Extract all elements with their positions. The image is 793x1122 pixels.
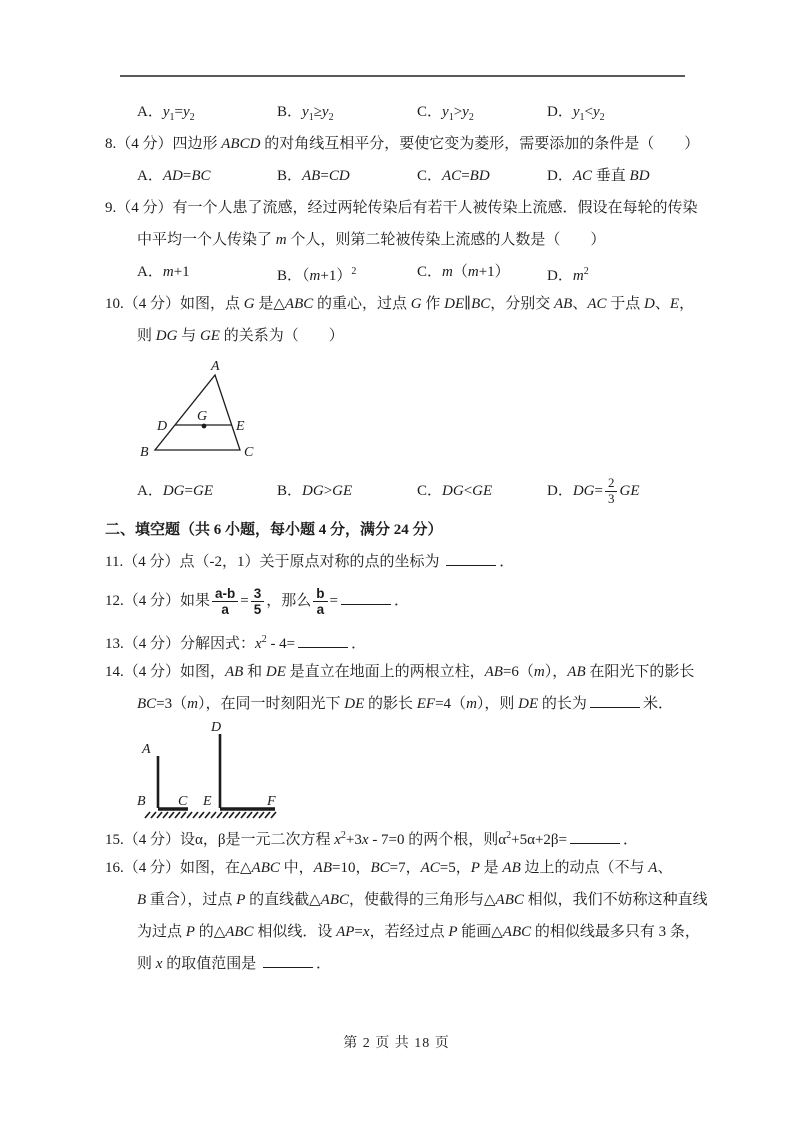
question-8-option-d: D．AC 垂直 BD (547, 168, 650, 184)
question-9-option-b: B．$(m+1)^2$ (277, 266, 357, 284)
exam-content (105, 96, 708, 980)
question-7-option-c: C．$y_1>y_2$ (417, 104, 474, 123)
vertex-label-a: A (211, 359, 220, 374)
question-9-options (105, 256, 690, 288)
ground-hatching (145, 812, 276, 818)
question-8-option-b: B．AB=CD (277, 168, 350, 184)
question-10-figure (135, 356, 690, 468)
question-12-text: 12.（4 分）如果 $\frac{a-b}{a}$ = $\frac{3}{5}$ ，那么 $\frac{b}{a}$ = ． (105, 585, 409, 618)
question-11-text: 11.（4 分）点（-2，1）关于原点对称的点的坐标为 ． (105, 546, 690, 578)
question-9-option-a: A．m+1 (137, 264, 190, 280)
section-heading: 二、填空题（共 6 小题，每小题 4 分，满分 24 分） (105, 522, 443, 538)
vertex-label-e: E (236, 419, 245, 434)
question-9-option-c: C．m（m+1） (417, 264, 510, 280)
vertex-label-d: D (157, 419, 168, 434)
question-16-text-line-2: B 重合），过点 P 的直线截△ABC，使截得的三角形与△ABC 相似，我们不妨称这种直线 (137, 892, 708, 908)
question-14-text-line-2: BC=3（m），在同一时刻阳光下 DE 的影长 EF=4（m），则 DE 的长为 米． (137, 688, 690, 720)
question-10-option-a: A．DG=GE (137, 483, 213, 499)
question-16-text-line-3: 为过点 P 的△ABC 相似线．设 AP=x，若经过点 P 能画△ABC 的相似线最多只有 3 条， (137, 924, 700, 940)
question-8-option-c: C．AC=BD (417, 168, 490, 184)
question-9-option-d: D．$m^2$ (547, 266, 589, 284)
question-7-option-d: D．$y_1<y_2$ (547, 104, 605, 123)
question-14-text-line-1: 14.（4 分）如图，AB 和 DE 是直立在地面上的两根立柱，AB=6（m），AB 在阳光下的影长 (105, 664, 695, 680)
question-14-figure (133, 720, 690, 820)
question-9-text-line-2: 中平均一个人传染了 m 个人，则第二轮被传染上流感的人数是（ ） (137, 232, 606, 248)
header-divider (120, 75, 685, 77)
pole-label-a: A (142, 742, 151, 757)
vertex-label-c: C (244, 445, 254, 460)
question-10-option-d: D．DG= $\frac{2}{3}$ GE (547, 475, 640, 507)
question-16-text-line-1: 16.（4 分）如图，在△ABC 中，AB=10，BC=7，AC=5，P 是 AB 边上的动点（不与 A、 (105, 860, 673, 876)
question-7-option-b: B．$y_1\ge y_2$ (277, 104, 334, 123)
question-7-options (105, 96, 690, 128)
page-number-footer: 第 2 页 共 18 页 (343, 1036, 450, 1051)
question-10-options (105, 468, 690, 514)
pole-label-d: D (211, 720, 222, 735)
question-15-text: 15.（4 分）设α，β是一元二次方程 $x^2+3x - 7=0$ 的两个根，则$\alpha^2+5\alpha+2\beta=$ ． (105, 830, 639, 848)
question-9-text-line-1: 9.（4 分）有一个人患了流感，经过两轮传染后有若干人被传染上流感．假设在每轮的传染 (105, 200, 698, 216)
question-8-options (105, 160, 690, 192)
pole-label-e: E (203, 794, 212, 809)
poles-shadows-figure (133, 720, 298, 820)
question-8-option-a: A．AD=BC (137, 168, 211, 184)
pole-label-b: B (137, 794, 146, 809)
question-7-option-a: A．$y_1=y_2$ (137, 104, 195, 123)
centroid-triangle-figure (135, 356, 270, 468)
question-10-option-c: C．DG<GE (417, 483, 493, 499)
centroid-dot (202, 424, 207, 429)
centroid-label-g: G (197, 409, 208, 424)
pole-label-c: C (178, 794, 188, 809)
question-10-text-line-1: 10.（4 分）如图，点 G 是△ABC 的重心，过点 G 作 DE∥BC，分别交 AB、AC 于点 D、E， (105, 296, 695, 312)
question-13-text: 13.（4 分）分解因式：$x^2 - 4=$ ． (105, 634, 367, 652)
question-8-text: 8.（4 分）四边形 ABCD 的对角线互相平分，要使它变为菱形，需要添加的条件是（ ） (105, 136, 700, 152)
question-10-option-b: B．DG>GE (277, 483, 353, 499)
vertex-label-b: B (140, 445, 149, 460)
question-10-text-line-2: 则 DG 与 GE 的关系为（ ） (137, 328, 344, 344)
pole-label-f: F (267, 794, 276, 809)
question-16-text-line-4: 则 x 的取值范围是 ． (137, 948, 690, 980)
